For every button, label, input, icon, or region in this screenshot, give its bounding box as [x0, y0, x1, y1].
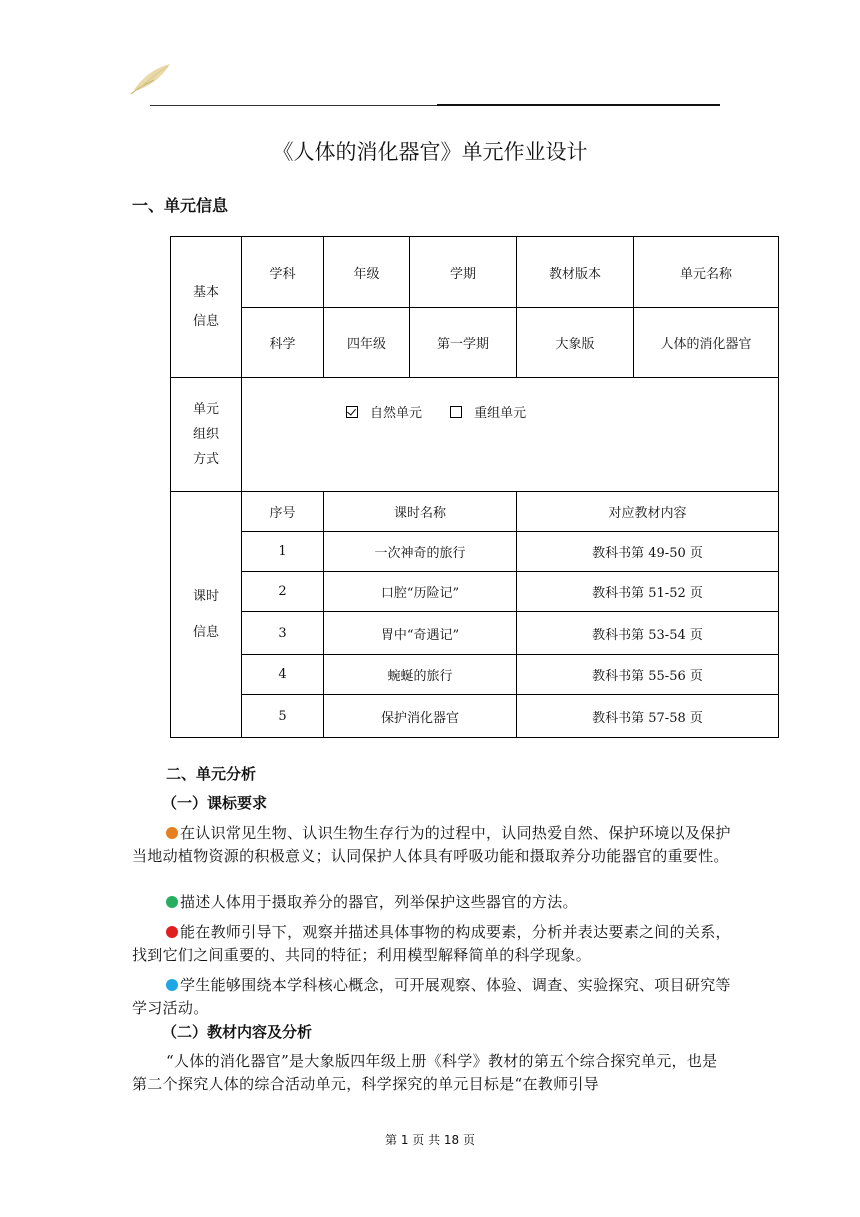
lesson-content: 教科书第 53-54 页: [517, 612, 779, 655]
table-row: [171, 655, 779, 695]
header-textbook-version: 教材版本: [517, 237, 634, 308]
lesson-no: 5: [242, 695, 324, 738]
value-term: 第一学期: [410, 308, 517, 378]
lesson-no: 1: [242, 532, 324, 572]
lesson-header-name: 课时名称: [324, 492, 517, 532]
lesson-name: 保护消化器官: [324, 695, 517, 738]
header-rule-thin: [150, 105, 440, 106]
value-textbook-version: 大象版: [517, 308, 634, 378]
quill-logo: [128, 60, 174, 96]
org-options: [242, 378, 779, 492]
header-subject: 学科: [242, 237, 324, 308]
option-regrouped-unit[interactable]: 重组单元: [450, 406, 526, 421]
blue-bullet-icon: [166, 979, 178, 991]
lesson-name: 一次神奇的旅行: [324, 532, 517, 572]
header-grade: 年级: [324, 237, 410, 308]
header-rule-thick: [437, 104, 720, 106]
unchecked-checkbox-icon[interactable]: [450, 406, 462, 418]
lesson-no: 4: [242, 655, 324, 695]
lesson-name: 胃中“奇遇记”: [324, 612, 517, 655]
lesson-no: 3: [242, 612, 324, 655]
lesson-content: 教科书第 57-58 页: [517, 695, 779, 738]
lesson-no: 2: [242, 572, 324, 612]
lesson-header-content: 对应教材内容: [517, 492, 779, 532]
bullet-paragraph: 能在教师引导下，观察并描述具体事物的构成要素，分析并表达要素之间的关系，找到它们之间重要的、共同的特征；利用模型解释简单的科学现象。: [132, 923, 731, 964]
green-bullet-icon: [166, 896, 178, 908]
lesson-name: 口腔“历险记”: [324, 572, 517, 612]
value-unit-name: 人体的消化器官: [634, 308, 779, 378]
subheading-textbook-analysis: （二）教材内容及分析: [162, 1023, 313, 1041]
lesson-content: 教科书第 55-56 页: [517, 655, 779, 695]
basic-info-label: 基本 信息: [171, 237, 242, 378]
value-grade: 四年级: [324, 308, 410, 378]
table-row: [171, 572, 779, 612]
section-heading-unit-info: 一、单元信息: [132, 196, 229, 215]
bullet-paragraph: 描述人体用于摄取养分的器官，列举保护这些器官的方法。: [132, 891, 732, 914]
subheading-curriculum-requirements: （一）课标要求: [162, 794, 268, 812]
bullet-paragraph: 学生能够围绕本学科核心概念，可开展观察、体验、调查、实验探究、项目研究等学习活动。: [132, 976, 731, 1017]
lesson-content: 教科书第 49-50 页: [517, 532, 779, 572]
org-label: 单元 组织 方式: [171, 378, 242, 492]
page-footer: 第 1 页 共 18 页: [385, 1133, 475, 1147]
body-paragraph: “人体的消化器官”是大象版四年级上册《科学》教材的第五个综合探究单元，也是第二个探究人体的综合活动单元，科学探究的单元目标是“在教师引导: [132, 1052, 718, 1093]
lesson-name: 蜿蜒的旅行: [324, 655, 517, 695]
section-heading-unit-analysis: 二、单元分析: [166, 765, 257, 783]
table-row: [171, 612, 779, 655]
unit-info-table: [170, 236, 779, 738]
bullet-paragraph: 在认识常见生物、认识生物生存行为的过程中，认同热爱自然、保护环境以及保护当地动植物资源的积极意义；认同保护人体具有呼吸功能和摄取养分功能器官的重要性。: [132, 824, 731, 865]
option-natural-unit[interactable]: 自然单元: [346, 406, 426, 421]
orange-bullet-icon: [166, 827, 178, 839]
header-term: 学期: [410, 237, 517, 308]
table-row: [171, 532, 779, 572]
value-subject: 科学: [242, 308, 324, 378]
table-row: [171, 695, 779, 738]
document-title: 《人体的消化器官》单元作业设计: [272, 140, 588, 164]
lesson-content: 教科书第 51-52 页: [517, 572, 779, 612]
red-bullet-icon: [166, 926, 178, 938]
checked-checkbox-icon[interactable]: [346, 406, 358, 418]
lesson-header-no: 序号: [242, 492, 324, 532]
header-unit-name: 单元名称: [634, 237, 779, 308]
lesson-info-label: 课时 信息: [171, 492, 242, 738]
